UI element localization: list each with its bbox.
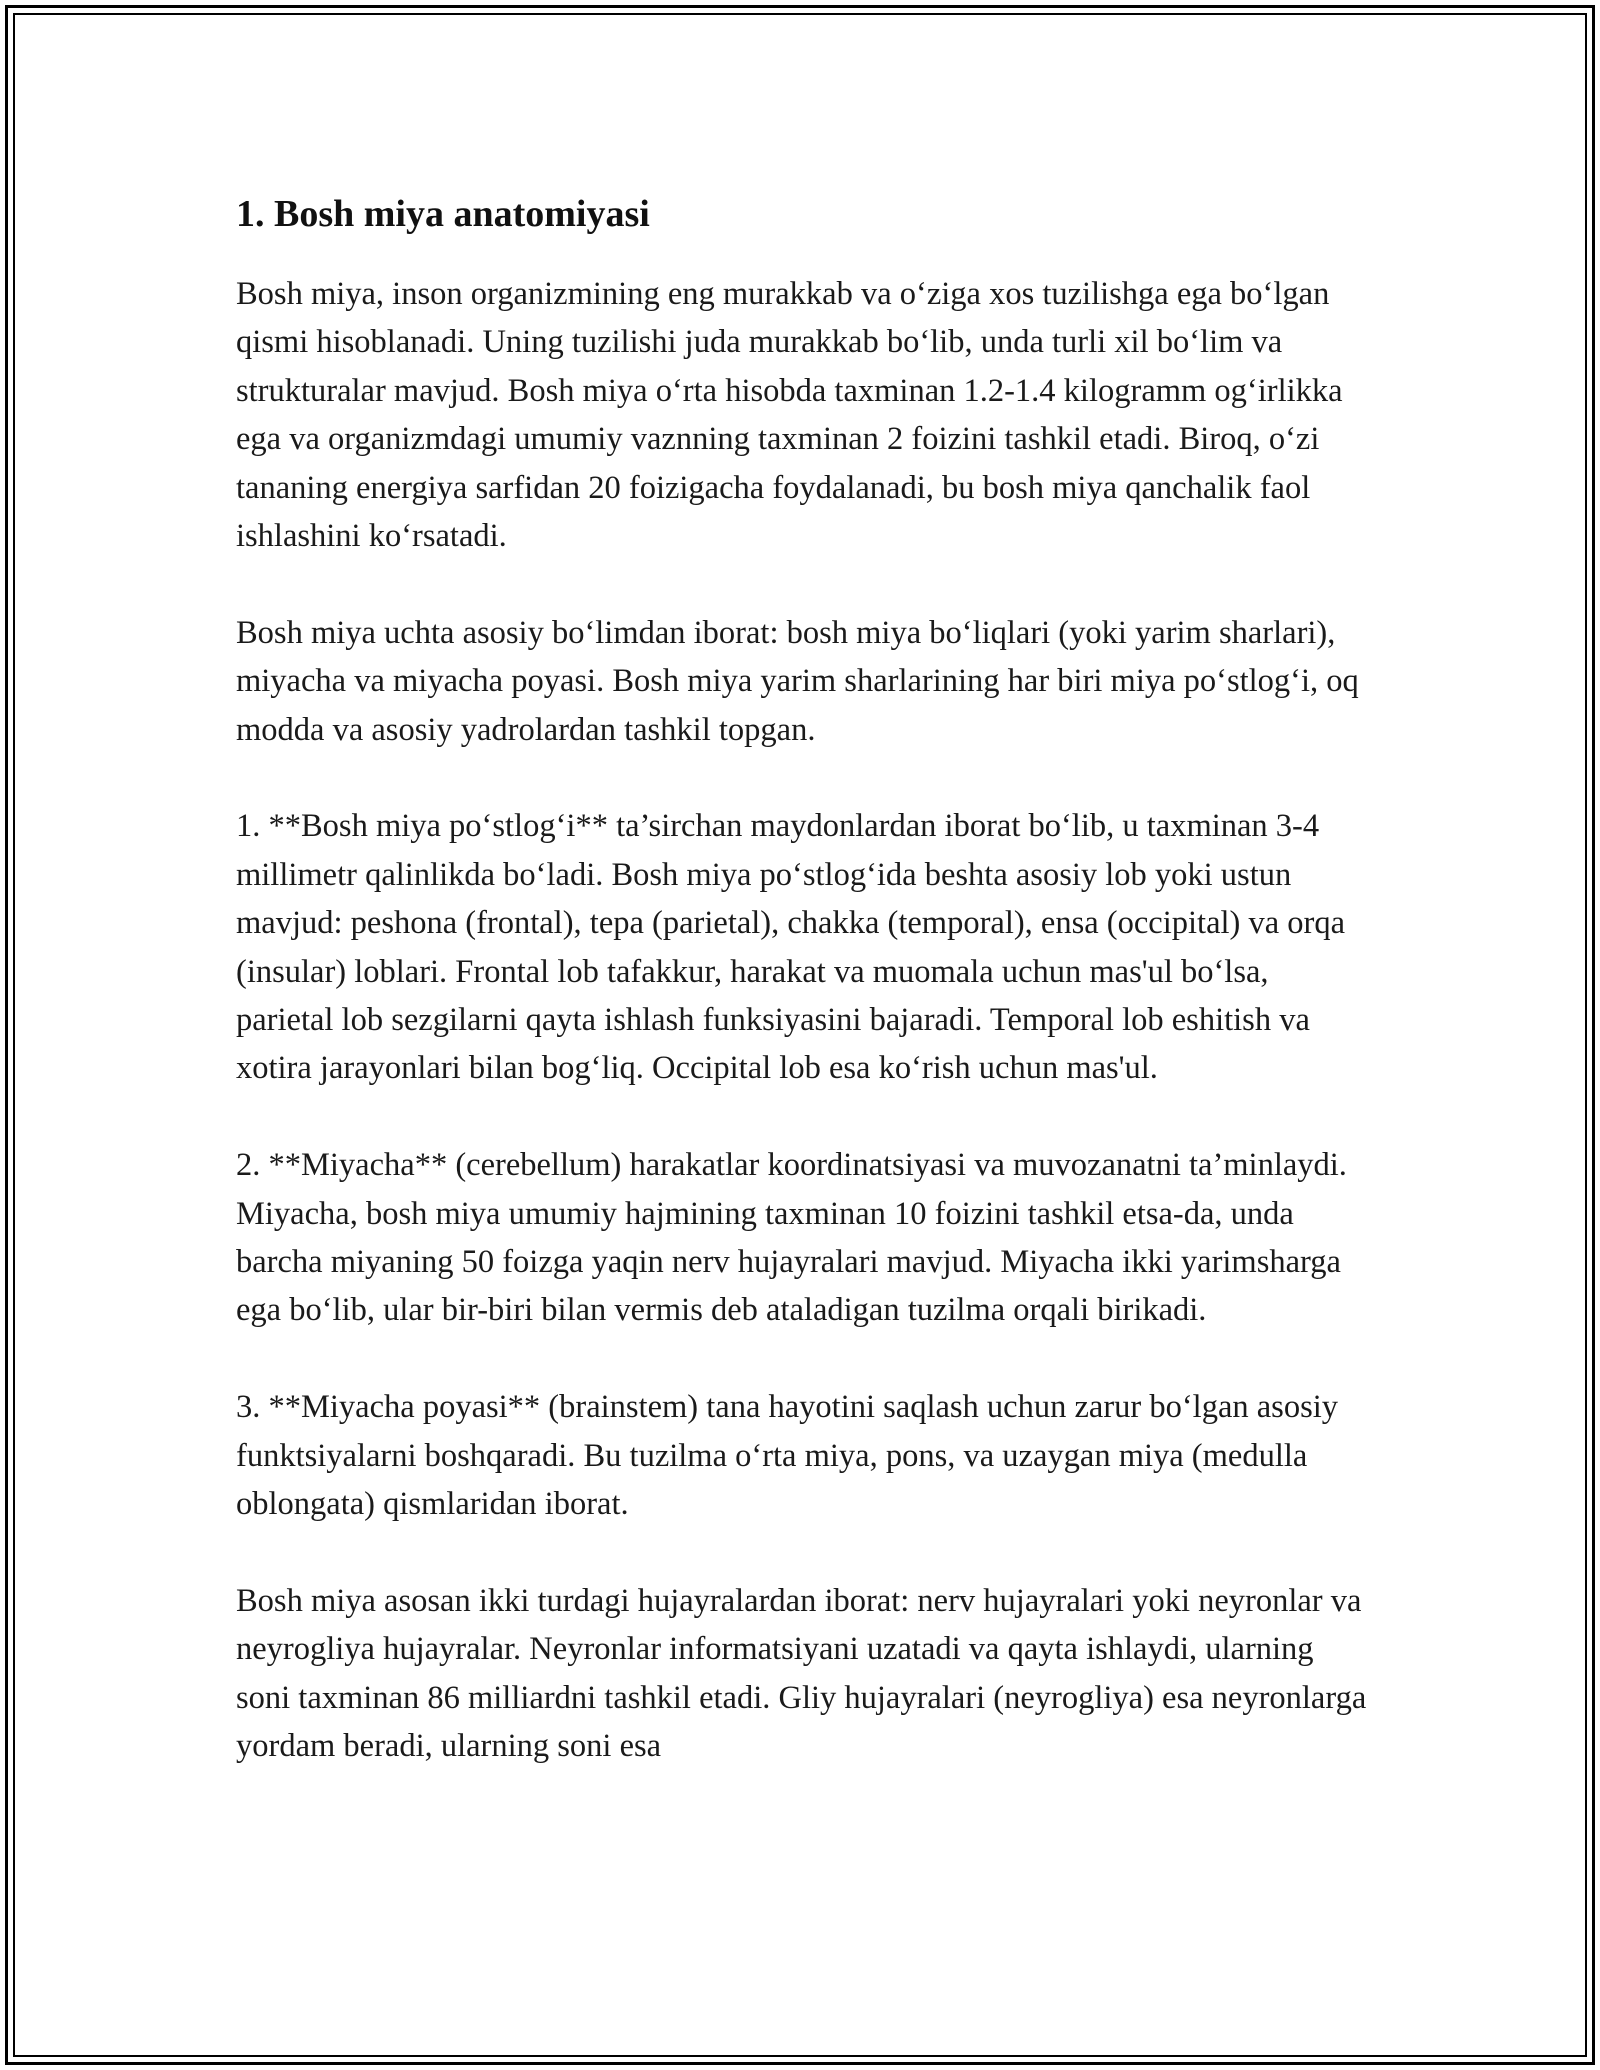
paragraph-structure: Bosh miya uchta asosiy bo‘limdan iborat: bosh miya bo‘liqlari (yoki yarim sharlari), miyacha va miyacha poyasi. Bosh miya yarim sharlarining har biri miya po‘stlog‘i, oq modda va asosiy yadrolardan tashkil topgan. — [236, 614, 1359, 748]
paragraph-brainstem: 3. **Miyacha poyasi** (brainstem) tana hayotini saqlash uchun zarur bo‘lgan asosiy funktsiyalarni boshqaradi. Bu tuzilma o‘rta miya, pons, va uzaygan miya (medulla oblongata) qismlaridan iborat. — [236, 1389, 1339, 1523]
paragraph-cerebellum: 2. **Miyacha** (cerebellum) harakatlar koordinatsiyasi va muvozanatni ta’minlaydi. Miyacha, bosh miya umumiy hajmining taxminan 10 foizini tashkil etsa-da, unda barcha miyaning 50 foizga yaqin nerv hujayralari mavjud. Miyacha ikki yarimsharga ega bo‘lib, ular bir-biri bilan vermis deb ataladigan tuzilma orqali birikadi. — [236, 1147, 1347, 1329]
paragraph-cortex: 1. **Bosh miya po‘stlog‘i** ta’sirchan maydonlardan iborat bo‘lib, u taxminan 3-4 millimetr qalinlikda bo‘ladi. Bosh miya po‘stlog‘ida beshta asosiy lob yoki ustun mavjud: peshona (frontal), tepa (parietal), chakka (temporal), ensa (occipital) va orqa (insular) loblari. Frontal lob tafakkur, harakat va muomala uchun mas'ul bo‘lsa, parietal lob sezgilarni qayta ishlash funksiyasini bajaradi. Temporal lob eshitish va xotira jarayonlari bilan bog‘liq. Occipital lob esa ko‘rish uchun mas'ul. — [236, 808, 1346, 1087]
paragraph-cells: Bosh miya asosan ikki turdagi hujayralardan iborat: nerv hujayralari yoki neyronlar va neyrogliya hujayralar. Neyronlar informatsiyani uzatadi va qayta ishlaydi, ularning soni taxminan 86 milliardni tashkil etadi. Gliy hujayralari (neyrogliya) esa neyronlarga yordam beradi, ularning soni esa — [236, 1582, 1367, 1765]
section-heading: 1. Bosh miya anatomiyasi — [236, 193, 650, 235]
document-body — [236, 186, 1368, 1771]
paragraph-intro: Bosh miya, inson organizmining eng murakkab va o‘ziga xos tuzilishga ega bo‘lgan qismi hisoblanadi. Uning tuzilishi juda murakkab bo‘lib, unda turli xil bo‘lim va strukturalar mavjud. Bosh miya o‘rta hisobda taxminan 1.2-1.4 kilogramm og‘irlikka ega va organizmdagi umumiy vaznning taxminan 2 foizini tashkil etadi. Biroq, o‘zi tananing energiya sarfidan 20 foizigacha foydalanadi, bu bosh miya qanchalik faol ishlashini ko‘rsatadi. — [236, 276, 1343, 555]
